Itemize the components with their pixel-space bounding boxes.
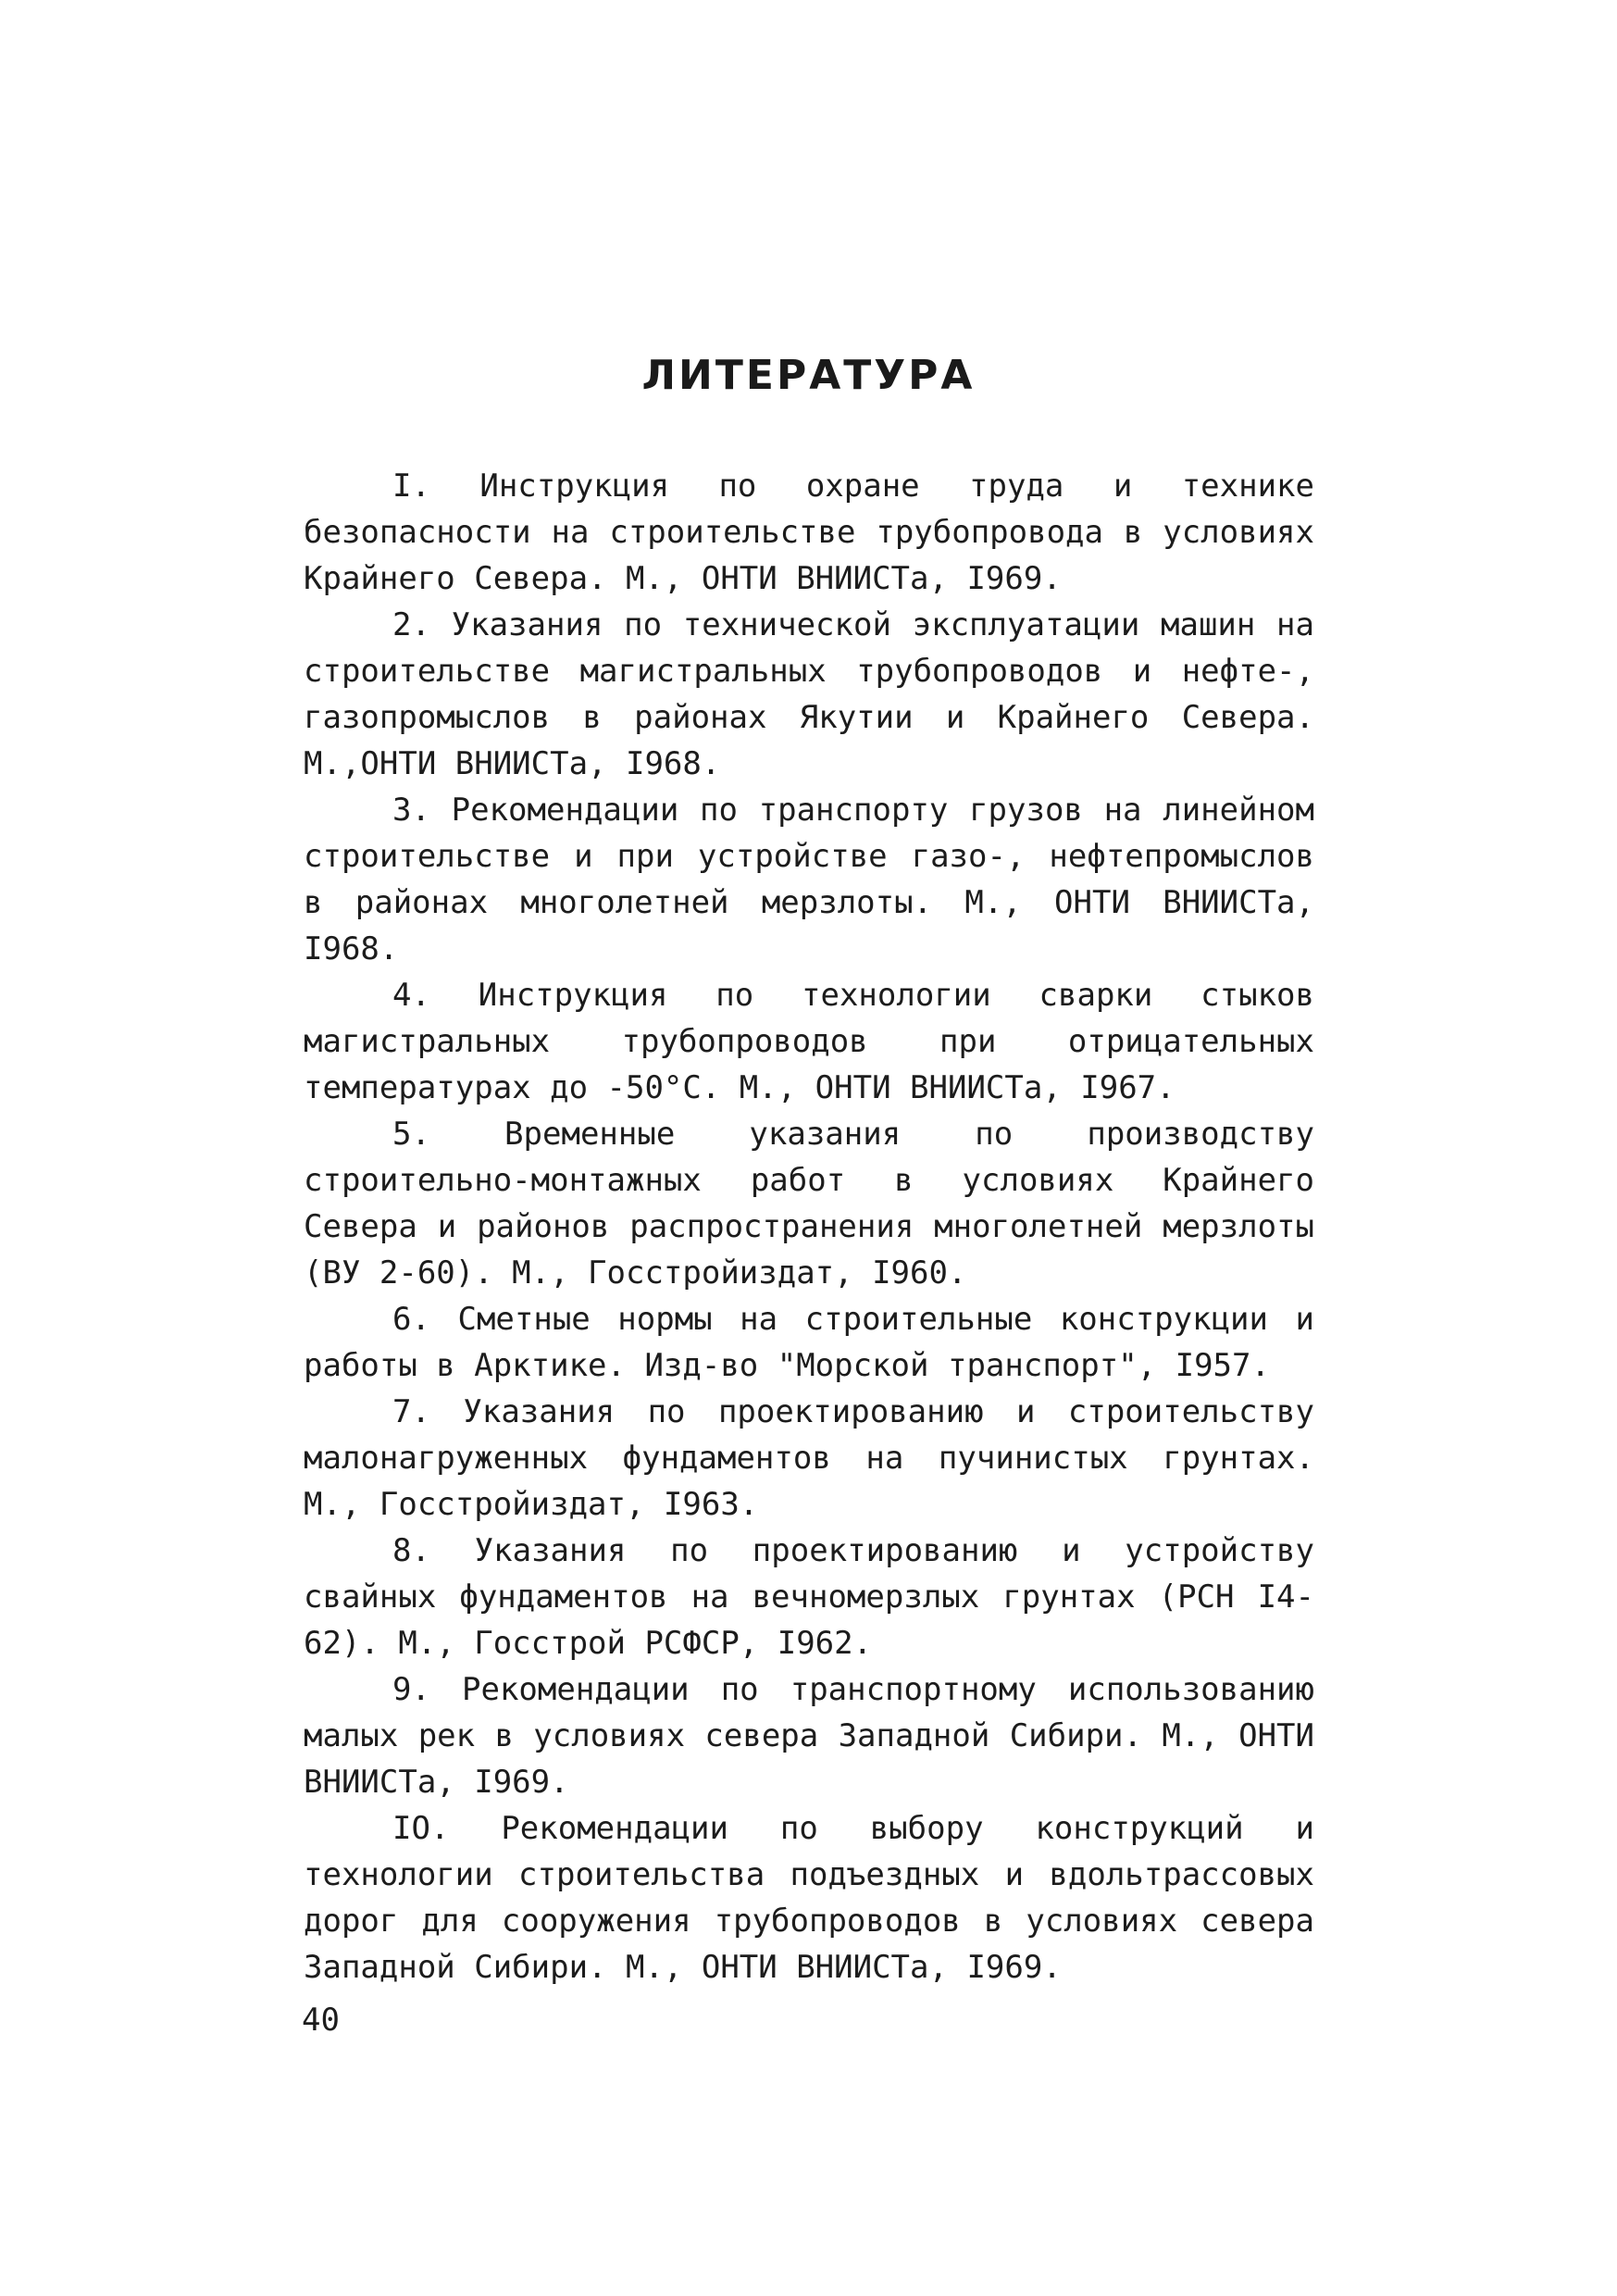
reference-item-6: 6. Сметные нормы на строительные конструкции и работы в Арктике. Изд-во "Морской транспорт", I957. bbox=[304, 1301, 1314, 1384]
reference-item-7: 7. Указания по проектированию и строительству малонагруженных фундаментов на пучинистых грунтах. М., Госстройиздат, I963. bbox=[304, 1393, 1314, 1523]
reference-item-5: 5. Временные указания по производству строительно-монтажных работ в условиях Крайнего Севера и районов распространения многолетней мерзлоты (ВУ 2-60). М., Госстройиздат, I960. bbox=[304, 1116, 1314, 1292]
reference-item-9: 9. Рекомендации по транспортному использованию малых рек в условиях севера Западной Сибири. М., ОНТИ ВНИИСТа, I969. bbox=[304, 1671, 1314, 1801]
reference-item-10: IO. Рекомендации по выбору конструкций и технологии строительства подъездных и вдольтрассовых дорог для сооружения трубопроводов в условиях севера Западной Сибири. М., ОНТИ ВНИИСТа, I969. bbox=[304, 1810, 1314, 1986]
page-number: 40 bbox=[302, 2002, 340, 2039]
reference-item-4: 4. Инструкция по технологии сварки стыков магистральных трубопроводов при отрицательных температурах до -50°С. М., ОНТИ ВНИИСТа, I967. bbox=[304, 977, 1314, 1106]
reference-item-8: 8. Указания по проектированию и устройству свайных фундаментов на вечномерзлых грунтах (РСН I4-62). М., Госстрой РСФСР, I962. bbox=[304, 1532, 1314, 1662]
reference-item-3: 3. Рекомендации по транспорту грузов на линейном строительстве и при устройстве газо-, нефтепромыслов в районах многолетней мерзлоты. М., ОНТИ ВНИИСТа, I968. bbox=[304, 792, 1314, 967]
page-title: ЛИТЕРАТУРА bbox=[641, 352, 976, 399]
reference-list bbox=[304, 463, 1314, 1990]
reference-item-1: I. Инструкция по охране труда и технике безопасности на строительстве трубопровода в условиях Крайнего Севера. М., ОНТИ ВНИИСТа, I969. bbox=[304, 468, 1314, 597]
reference-item-2: 2. Указания по технической эксплуатации машин на строительстве магистральных трубопроводов и нефте-, газопромыслов в районах Якутии и Крайнего Севера. М.,ОНТИ ВНИИСТа, I968. bbox=[304, 606, 1314, 782]
